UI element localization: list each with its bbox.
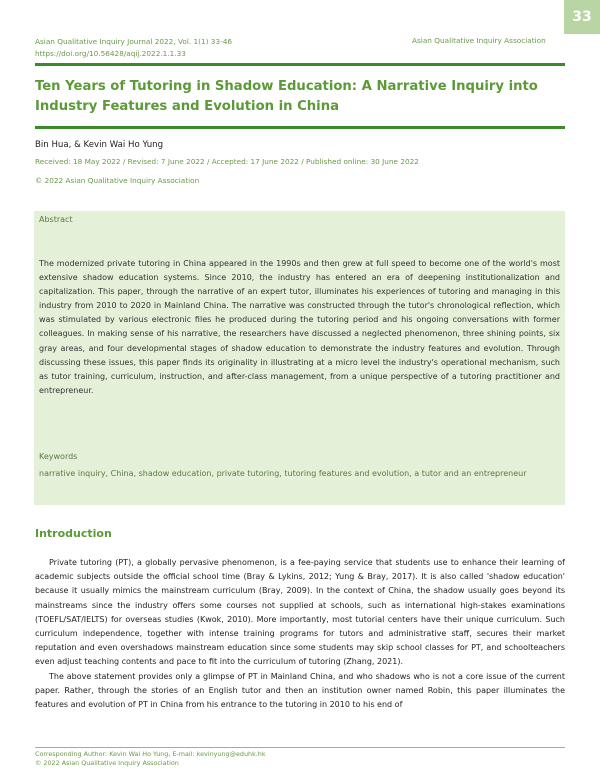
doi-link[interactable]: https://doi.org/10.56428/aqij.2022.1.1.33: [35, 49, 186, 58]
article-copyright: © 2022 Asian Qualitative Inquiry Association: [35, 176, 200, 185]
keywords-heading: Keywords: [39, 452, 78, 461]
introduction-paragraph: Private tutoring (PT), a globally pervasive phenomenon, is a fee-paying service that students use to enhance their learning of academic subjects outside the official school time (Bray & Lykins, 2012; Yung & Bray, 2017). It is also called 'shadow education' because it usually mimics the mainstream curriculum (Bray, 2009). In the context of China, the shadow usually goes beyond its mainstreams since the industry offers some courses not supplied at schools, such as international high-stakes examinations (TOEFL/SAT/IELTS) for overseas studies (Kwok, 2010). More importantly, most tutorial centers have their unique curriculum. Such curriculum independence, together with intense training programs for tutors and administrative staff, secures their market reputation and even overshadows mainstream education since some students may skip school classes for PT, and schoolteachers even adjust teaching contents and pace to fit into the curriculum of tutoring (Zhang, 2021).: [35, 558, 565, 667]
header-rule: [35, 63, 565, 66]
journal-citation: Asian Qualitative Inquiry Journal 2022, Vol. 1(1) 33-46: [35, 37, 232, 46]
journal-header: [35, 36, 232, 60]
introduction-body: [35, 556, 565, 712]
title-rule: [35, 126, 565, 129]
article-authors: Bin Hua, & Kevin Wai Ho Yung: [35, 140, 164, 150]
footer: [35, 750, 266, 768]
abstract-heading: Abstract: [39, 215, 73, 224]
abstract-text: The modernized private tutoring in China appeared in the 1990s and then grew at full speed to become one of the world's most extensive shadow education systems. Since 2010, the industry has entered an era of deepening institutionalization and capitalization. This paper, through the narrative of an expert tutor, illuminates his experiences of tutoring and managing in this industry from 2010 to 2020 in Mainland China. The narrative was constructed through the tutor's chronological reflection, which was stimulated by various electronic files he produced during the tutoring period and his ongoing conversations with former colleagues. In making sense of his narrative, the researchers have discussed a neglected phenomenon, three shining points, six gray areas, and four developmental stages of shadow education to demonstrate the industry features and evolution. Through discussing these issues, this paper finds its originality in illustrating at a micro level the industry's operational mechanism, such as tutor training, curriculum, instruction, and after-class management, from a unique perspective of a tutoring practitioner and entrepreneur.: [39, 259, 560, 395]
footer-rule: [35, 747, 565, 748]
abstract-box: [34, 211, 565, 505]
article-dates: Received: 18 May 2022 / Revised: 7 June 2022 / Accepted: 17 June 2022 / Published online: 30 June 2022: [35, 157, 419, 166]
keywords-text: narrative inquiry, China, shadow education, private tutoring, tutoring features and evolution, a tutor and an entrepreneur: [39, 469, 527, 478]
footer-copyright: © 2022 Asian Qualitative Inquiry Association: [35, 759, 179, 767]
page-number-tab: 33: [564, 0, 600, 34]
publisher-name: Asian Qualitative Inquiry Association: [412, 36, 546, 45]
introduction-paragraph: The above statement provides only a glimpse of PT in Mainland China, and who shadows who is not a core issue of the current paper. Rather, through the stories of an English tutor and then an institution owner named Robin, this paper illuminates the features and evolution of PT in China from his entrance to the tutoring in 2010 to his end of: [35, 671, 565, 710]
article-title: Ten Years of Tutoring in Shadow Education: A Narrative Inquiry into Industry Features and Evolution in China: [35, 79, 538, 114]
introduction-heading: Introduction: [35, 527, 112, 540]
corresponding-author: Corresponding Author: Kevin Wai Ho Yung, E-mail: kevinyung@eduhk.hk: [35, 750, 266, 758]
